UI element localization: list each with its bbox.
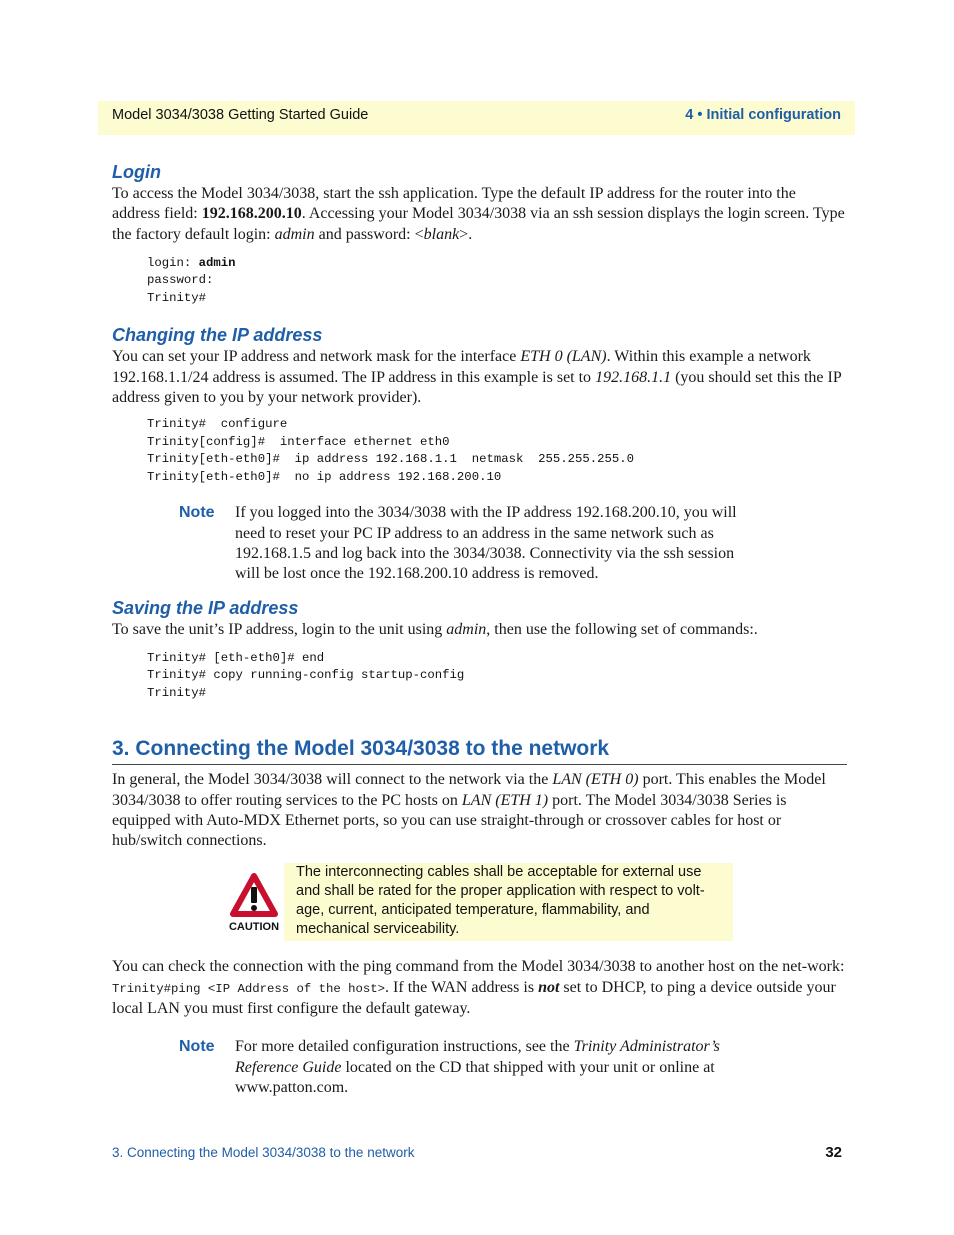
saving-ip-paragraph: To save the unit’s IP address, login to the unit using admin, then use the following set of commands:. xyxy=(112,621,758,639)
saving-ip-heading: Saving the IP address xyxy=(112,598,299,619)
default-ip: 192.168.200.10 xyxy=(201,205,302,223)
note-text: For more detailed configuration instructions, see the Trinity Administrator’s Reference Guide located on the CD that shipped with your unit or online at www.patton.com. xyxy=(235,1038,720,1096)
header-guide-title: Model 3034/3038 Getting Started Guide xyxy=(112,107,369,123)
caution-label: CAUTION xyxy=(229,921,279,934)
header-chapter: 4 • Initial configuration xyxy=(685,107,841,123)
saving-ip-code-block: Trinity# [eth-eth0]# end Trinity# copy running-config startup-config Trinity# xyxy=(147,650,465,700)
note-label: Note xyxy=(179,1038,215,1056)
footer-section-title: 3. Connecting the Model 3034/3038 to the network xyxy=(112,1145,415,1160)
section-heading: 3. Connecting the Model 3034/3038 to the network xyxy=(112,735,847,765)
changing-ip-heading: Changing the IP address xyxy=(112,325,323,346)
login-paragraph: To access the Model 3034/3038, start the ssh application. Type the default IP address for the router into the address field: 192.168.200.10. Accessing your Model 3034/3038 via an ssh session displays the login screen. Type the factory default login: admin and password: <blank>. xyxy=(112,185,845,243)
login-heading: Login xyxy=(112,162,161,182)
changing-ip-code-block: Trinity# configure Trinity[config]# interface ethernet eth0 Trinity[eth-eth0]# ip address 192.168.1.1 netmask 255.255.255.0 Trinity[eth-eth0]# no ip address 192.168.200.10 xyxy=(147,417,635,484)
caution-icon xyxy=(229,873,279,933)
page-header xyxy=(98,101,855,135)
changing-ip-paragraph: You can set your IP address and network mask for the interface ETH 0 (LAN). Within this example a network 192.168.1.1/24 address is assumed. The IP address in this example is set to 192.168.1.1 (you should set this the IP address given to you by your network provider). xyxy=(112,348,842,406)
section-intro-paragraph: In general, the Model 3034/3038 will connect to the network via the LAN (ETH 0) port. This enables the Model 3034/3038 to offer routing services to the PC hosts on LAN (ETH 1) port. The Model 3034/3038 Series is equipped with Auto-MDX Ethernet ports, so you can use straight-through or crossover cables for host or hub/switch connections. xyxy=(112,771,826,850)
note-text: If you logged into the 3034/3038 with the IP address 192.168.200.10, you will need to reset your PC IP address to an address in the same network such as 192.168.1.5 and log back into the 3034/3038. Connectivity via the ssh session will be lost once the 192.168.200.10 address is removed. xyxy=(235,504,737,583)
note-reset-ip xyxy=(112,503,847,584)
ping-command: Trinity#ping <IP Address of the host> xyxy=(112,981,386,996)
note-reference-guide xyxy=(112,1037,847,1098)
page-number: 32 xyxy=(825,1144,842,1161)
login-code-block: login: admin password: Trinity# xyxy=(147,255,236,305)
ping-paragraph: You can check the connection with the ping command from the Model 3034/3038 to another host on the net-work: Trinity#ping <IP Address of the host>. If the WAN address is not set to DHCP, to ping a device outside your local LAN you must first configure the default gateway. xyxy=(112,958,845,1018)
caution-text: The interconnecting cables shall be acceptable for external use and shall be rated for the proper application with respect to volt-age, current, anticipated temperature, flammability, and mechanical serviceability. xyxy=(284,863,733,941)
main-content xyxy=(112,160,847,1098)
note-label: Note xyxy=(179,504,215,522)
caution-block xyxy=(112,863,847,943)
